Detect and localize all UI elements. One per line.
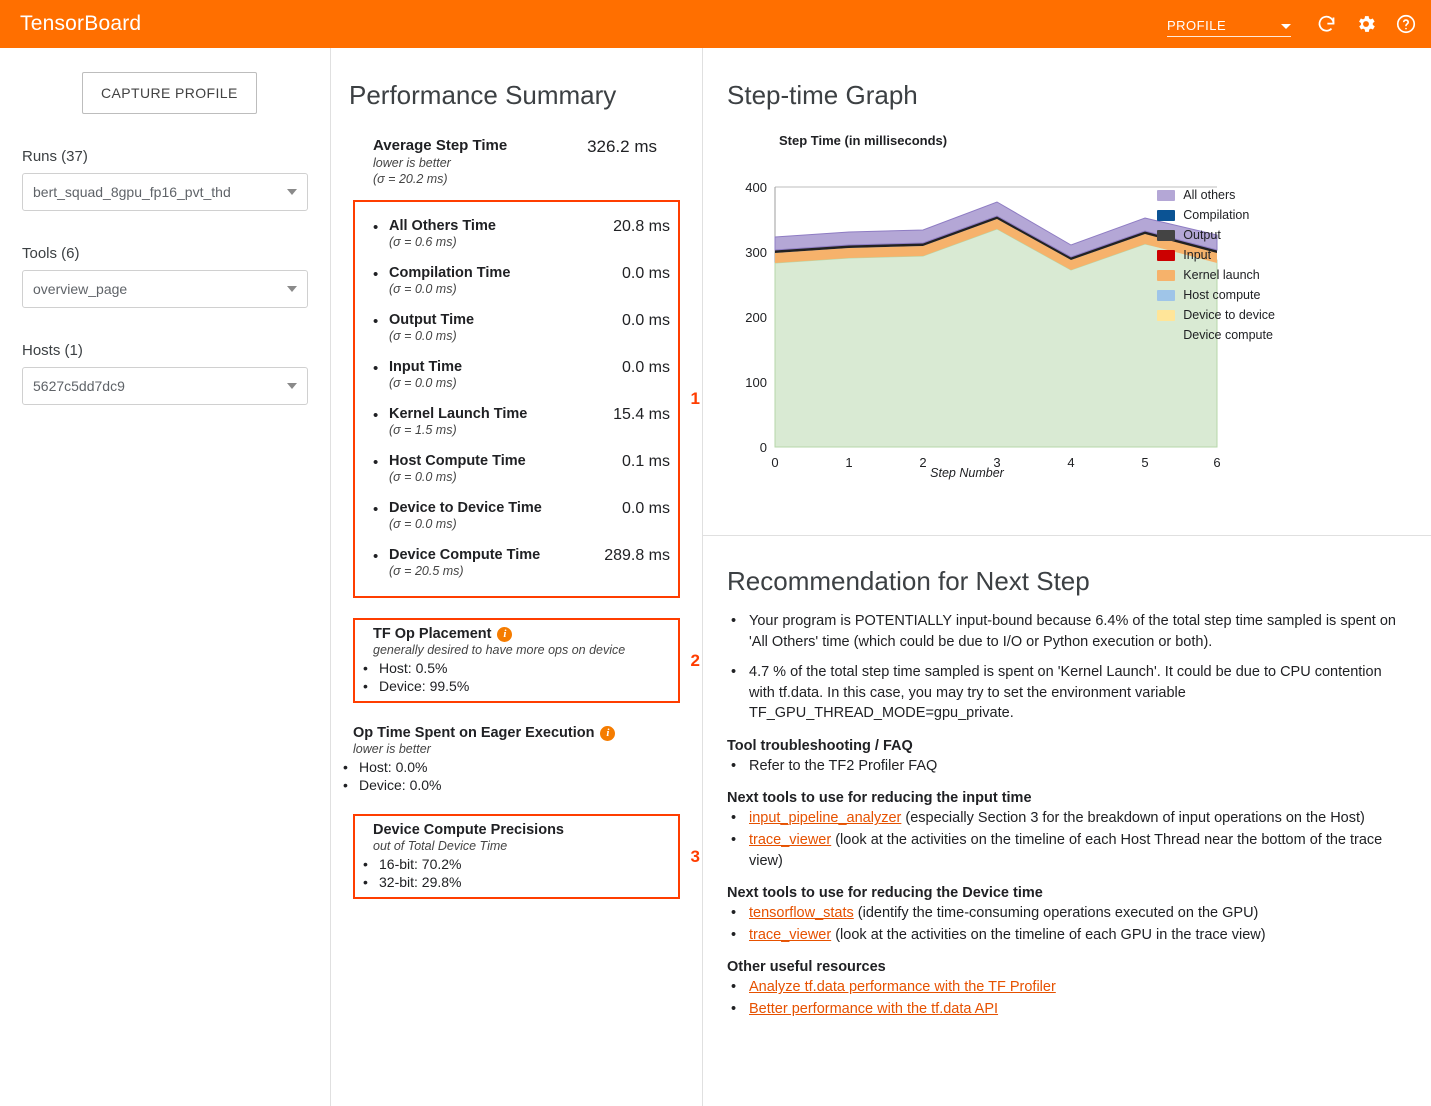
capture-profile-button[interactable]: CAPTURE PROFILE xyxy=(82,72,257,114)
list-item-text: (identify the time-consuming operations executed on the GPU) xyxy=(853,905,1259,922)
legend-label: Host compute xyxy=(1183,288,1261,302)
metric-sigma: (σ = 0.6 ms) xyxy=(389,235,457,249)
eager-execution-device-value: Device: 0.0% xyxy=(359,777,442,793)
recommendation-title: Recommendation for Next Step xyxy=(727,566,1090,596)
step-time-breakdown-box xyxy=(353,200,700,598)
tf-op-placement-device-value: Device: 99.5% xyxy=(379,678,470,694)
eager-execution-device xyxy=(343,776,702,794)
chart-x-axis-label: Step Number xyxy=(930,466,1004,480)
metric-sigma: (σ = 0.0 ms) xyxy=(389,376,457,390)
metric-label: Device Compute Time xyxy=(389,547,541,563)
chart-legend xyxy=(1157,188,1275,342)
metric-sigma: (σ = 0.0 ms) xyxy=(389,282,457,296)
device-tools-list xyxy=(731,903,1407,945)
metric-row xyxy=(373,445,678,492)
app-title: TensorBoard xyxy=(20,12,142,35)
bullet-icon: • xyxy=(343,777,348,793)
average-step-time-row xyxy=(373,137,663,186)
annotation-number-2: 2 xyxy=(690,650,700,670)
bullet-icon: • xyxy=(373,313,379,330)
metric-sigma: (σ = 0.0 ms) xyxy=(389,470,457,484)
legend-swatch-icon xyxy=(1157,230,1175,241)
svg-text:1: 1 xyxy=(845,455,853,470)
list-item xyxy=(731,830,1407,871)
svg-text:300: 300 xyxy=(745,245,767,260)
bullet-icon: • xyxy=(731,810,737,827)
device-compute-precisions-title: Device Compute Precisions xyxy=(373,822,564,838)
svg-text:200: 200 xyxy=(745,310,767,325)
metric-row xyxy=(373,210,678,257)
recommendation-bullet xyxy=(731,611,1407,652)
step-time-graph-card xyxy=(703,48,1431,536)
runs-select[interactable] xyxy=(22,173,308,211)
bullet-icon: • xyxy=(731,832,737,849)
bullet-icon: • xyxy=(363,660,368,676)
input-pipeline-analyzer-link[interactable]: input_pipeline_analyzer xyxy=(749,810,902,827)
legend-swatch-icon xyxy=(1157,190,1175,201)
sidebar xyxy=(0,48,331,1106)
metric-value: 0.0 ms xyxy=(621,312,670,329)
bullet-icon: • xyxy=(731,979,737,996)
legend-item[interactable] xyxy=(1157,208,1275,222)
list-item xyxy=(731,903,1407,924)
metric-label: Device to Device Time xyxy=(389,500,542,516)
top-app-bar xyxy=(0,0,1431,48)
input-tools-list xyxy=(731,808,1407,871)
legend-label: Kernel launch xyxy=(1183,268,1260,282)
list-item xyxy=(731,999,1407,1020)
metric-row xyxy=(373,492,678,539)
bullet-icon: • xyxy=(373,360,379,377)
chevron-down-icon xyxy=(287,286,297,292)
eager-execution-host-value: Host: 0.0% xyxy=(359,759,428,775)
tf-op-placement-box xyxy=(353,618,700,703)
bullet-icon: • xyxy=(373,501,379,518)
input-tools-heading: Next tools to use for reducing the input time xyxy=(727,790,1032,807)
legend-item[interactable] xyxy=(1157,308,1275,322)
bullet-icon: • xyxy=(731,613,737,629)
tf-op-placement-host-value: Host: 0.5% xyxy=(379,660,448,676)
better-performance-tfdata-link[interactable]: Better performance with the tf.data API xyxy=(749,1000,999,1017)
faq-item-text: Refer to the TF2 Profiler FAQ xyxy=(749,757,938,774)
info-icon[interactable]: i xyxy=(497,627,512,642)
average-step-time-value: 326.2 ms xyxy=(587,137,657,156)
metric-row xyxy=(373,257,678,304)
legend-item[interactable] xyxy=(1157,288,1275,302)
legend-item[interactable] xyxy=(1157,248,1275,262)
recommendation-bullet-text: Your program is POTENTIALLY input-bound because 6.4% of the total step time sampled is spent on 'All Others' time (which could be due to I/O or Python execution or both). xyxy=(749,613,1396,650)
list-item xyxy=(731,808,1407,829)
average-step-time-hint: lower is better xyxy=(373,156,451,170)
eager-execution-label: Op Time Spent on Eager Execution xyxy=(353,725,595,741)
bullet-icon: • xyxy=(373,266,379,283)
bullet-icon: • xyxy=(731,1000,737,1017)
precision-32bit xyxy=(363,873,678,891)
performance-summary-title: Performance Summary xyxy=(349,80,617,110)
list-item-text: (look at the activities on the timeline of each Host Thread near the bottom of the trace view) xyxy=(749,832,1383,869)
active-plugin-label: PROFILE xyxy=(1167,18,1227,33)
trace-viewer-link[interactable]: trace_viewer xyxy=(749,832,832,849)
metric-value: 0.1 ms xyxy=(621,453,670,470)
faq-list xyxy=(731,756,1407,777)
legend-label: All others xyxy=(1183,188,1236,202)
device-compute-precisions-box xyxy=(353,814,700,899)
chevron-down-icon xyxy=(287,383,297,389)
tensorflow-stats-link[interactable]: tensorflow_stats xyxy=(749,905,854,922)
tools-label: Tools (6) xyxy=(22,245,80,262)
runs-field xyxy=(0,148,330,211)
metric-value: 15.4 ms xyxy=(613,406,670,423)
help-icon[interactable] xyxy=(1393,11,1419,37)
list-item-text: (look at the activities on the timeline of each GPU in the trace view) xyxy=(831,926,1266,943)
eager-execution-hint: lower is better xyxy=(353,742,431,756)
tools-select[interactable] xyxy=(22,270,308,308)
legend-swatch-icon xyxy=(1157,310,1175,321)
svg-text:100: 100 xyxy=(745,375,767,390)
legend-label: Device compute xyxy=(1183,328,1273,342)
metric-value: 0.0 ms xyxy=(621,359,670,376)
svg-text:4: 4 xyxy=(1067,455,1075,470)
bullet-icon: • xyxy=(731,926,737,943)
info-icon[interactable]: i xyxy=(600,726,615,741)
chart-svg xyxy=(727,162,1427,470)
metric-label: All Others Time xyxy=(389,218,496,234)
recommendation-bullet xyxy=(731,662,1407,724)
metric-label: Kernel Launch Time xyxy=(389,406,528,422)
tf-op-placement-hint: generally desired to have more ops on device xyxy=(373,643,626,657)
runs-label: Runs (37) xyxy=(22,148,88,165)
bullet-icon: • xyxy=(373,219,379,236)
bullet-icon: • xyxy=(363,874,368,890)
annotation-number-3: 3 xyxy=(690,846,700,866)
metric-sigma: (σ = 1.5 ms) xyxy=(389,423,457,437)
capture-profile-wrap xyxy=(0,72,330,114)
legend-item[interactable] xyxy=(1157,268,1275,282)
legend-label: Input xyxy=(1183,248,1212,262)
svg-text:5: 5 xyxy=(1141,455,1149,470)
bullet-icon: • xyxy=(731,664,737,681)
recommendation-bullet-text: 4.7 % of the total step time sampled is spent on 'Kernel Launch'. It could be due to CPU contention with tf.data. In this case, you may try to set the environment variable TF_GPU_THREAD_MODE=gpu_private. xyxy=(749,664,1382,722)
chevron-down-icon xyxy=(287,189,297,195)
svg-text:400: 400 xyxy=(745,180,767,195)
bullet-icon: • xyxy=(731,905,737,922)
metric-value: 0.0 ms xyxy=(621,500,670,517)
eager-execution-host xyxy=(343,758,702,776)
hosts-label: Hosts (1) xyxy=(22,342,83,359)
hosts-select[interactable] xyxy=(22,367,308,405)
metric-sigma: (σ = 0.0 ms) xyxy=(389,329,457,343)
recommendation-bullets xyxy=(731,611,1407,724)
metric-row xyxy=(373,398,678,445)
legend-item[interactable] xyxy=(1157,328,1275,342)
legend-swatch-icon xyxy=(1157,210,1175,221)
eager-execution-section xyxy=(343,725,702,794)
svg-text:2: 2 xyxy=(919,455,927,470)
list-item xyxy=(731,925,1407,946)
analyze-tfdata-performance-link[interactable]: Analyze tf.data performance with the TF Profiler xyxy=(749,979,1056,996)
tf-op-placement-title xyxy=(373,626,678,642)
legend-label: Output xyxy=(1183,228,1221,242)
svg-text:3: 3 xyxy=(993,455,1001,470)
svg-text:0: 0 xyxy=(771,455,779,470)
tf-op-placement-host xyxy=(363,659,678,677)
precision-32bit-value: 32-bit: 29.8% xyxy=(379,874,462,890)
tools-selected-value: overview_page xyxy=(33,281,128,297)
settings-icon[interactable] xyxy=(1353,11,1379,37)
legend-item[interactable] xyxy=(1157,228,1275,242)
svg-text:0: 0 xyxy=(759,440,767,455)
legend-swatch-icon xyxy=(1157,290,1175,301)
bullet-icon: • xyxy=(373,454,379,471)
bullet-icon: • xyxy=(343,759,348,775)
metric-value: 289.8 ms xyxy=(604,547,670,564)
tools-field xyxy=(0,245,330,308)
chevron-down-icon xyxy=(1281,24,1291,29)
faq-heading: Tool troubleshooting / FAQ xyxy=(727,737,913,754)
metric-value: 0.0 ms xyxy=(621,265,670,282)
eager-execution-title xyxy=(353,725,702,741)
precision-16bit-value: 16-bit: 70.2% xyxy=(379,856,462,872)
chart-plot-area xyxy=(727,162,1407,470)
legend-swatch-icon xyxy=(1157,250,1175,261)
average-step-time-label: Average Step Time xyxy=(373,137,508,154)
metric-row xyxy=(373,539,678,586)
legend-swatch-icon xyxy=(1157,330,1175,341)
metric-label: Compilation Time xyxy=(389,265,511,281)
metric-value: 20.8 ms xyxy=(613,218,670,235)
resources-list xyxy=(731,977,1407,1019)
top-bar-actions xyxy=(1167,11,1419,37)
metric-row xyxy=(373,351,678,398)
list-item-text: (especially Section 3 for the breakdown of input operations on the Host) xyxy=(901,810,1365,827)
active-plugin-select[interactable] xyxy=(1167,11,1291,37)
bullet-icon: • xyxy=(373,548,379,565)
hosts-field xyxy=(0,342,330,405)
list-item xyxy=(731,977,1407,998)
bullet-icon: • xyxy=(363,678,368,694)
tf-op-placement-device xyxy=(363,677,678,695)
bullet-icon: • xyxy=(373,407,379,424)
right-column xyxy=(703,48,1431,1106)
metric-label: Input Time xyxy=(389,359,463,375)
hosts-selected-value: 5627c5dd7dc9 xyxy=(33,378,125,394)
tf-op-placement-label: TF Op Placement xyxy=(373,626,492,642)
trace-viewer-link[interactable]: trace_viewer xyxy=(749,926,832,943)
runs-selected-value: bert_squad_8gpu_fp16_pvt_thd xyxy=(33,184,231,200)
step-time-chart xyxy=(727,133,1407,513)
legend-item[interactable] xyxy=(1157,188,1275,202)
device-compute-precisions-hint: out of Total Device Time xyxy=(373,839,508,853)
legend-label: Device to device xyxy=(1183,308,1275,322)
step-time-graph-title: Step-time Graph xyxy=(727,80,918,110)
metric-sigma: (σ = 20.5 ms) xyxy=(389,564,464,578)
metric-sigma: (σ = 0.0 ms) xyxy=(389,517,457,531)
svg-text:6: 6 xyxy=(1213,455,1221,470)
bullet-icon: • xyxy=(363,856,368,872)
chart-heading: Step Time (in milliseconds) xyxy=(779,133,948,148)
metric-row xyxy=(373,304,678,351)
metric-label: Output Time xyxy=(389,312,475,328)
refresh-icon[interactable] xyxy=(1313,11,1339,37)
performance-summary-panel xyxy=(331,48,703,1106)
legend-label: Compilation xyxy=(1183,208,1250,222)
resources-heading: Other useful resources xyxy=(727,959,886,976)
metric-label: Host Compute Time xyxy=(389,453,526,469)
legend-swatch-icon xyxy=(1157,270,1175,281)
list-item xyxy=(731,756,1407,777)
average-step-time-sigma: (σ = 20.2 ms) xyxy=(373,172,448,186)
recommendation-card xyxy=(703,536,1431,1021)
bullet-icon: • xyxy=(731,757,737,774)
main-layout xyxy=(0,48,1431,1106)
device-tools-heading: Next tools to use for reducing the Device time xyxy=(727,885,1043,902)
precision-16bit xyxy=(363,855,678,873)
annotation-number-1: 1 xyxy=(690,389,700,408)
